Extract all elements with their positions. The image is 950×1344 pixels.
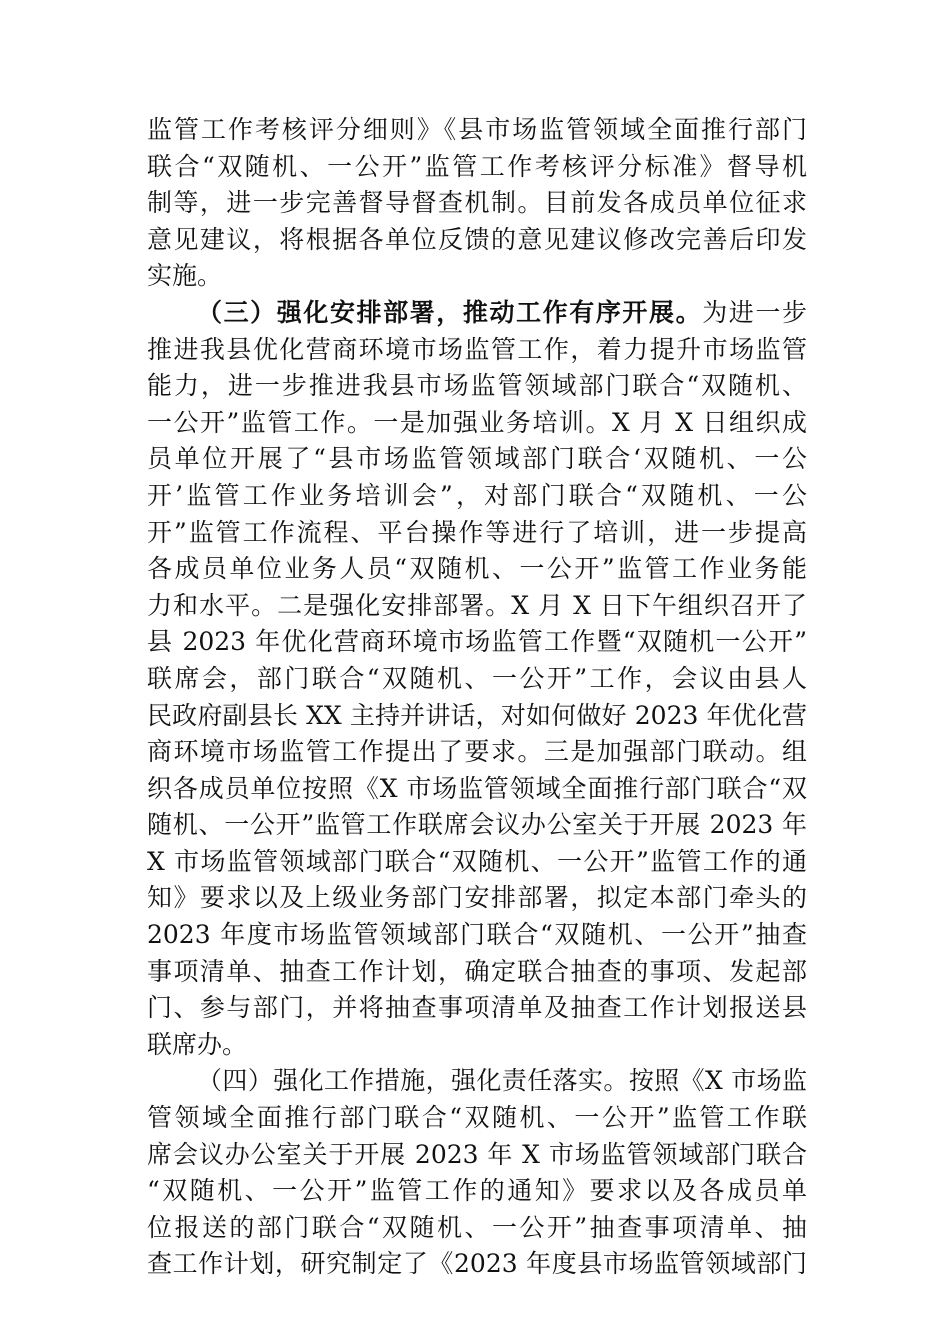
paragraph-1 bbox=[147, 112, 807, 295]
text-line: 力和水平。二是强化安排部署。X 月 X 日下午组织召开了 bbox=[147, 590, 807, 620]
text-line: 监管工作考核评分细则》《县市场监管领域全面推行部门 bbox=[147, 115, 807, 144]
text-line: 推进我县优化营商环境市场监管工作，着力提升市场监管 bbox=[147, 334, 807, 364]
text-line: 查工作计划，研究制定了《2023 年度县市场监管领域部门 bbox=[147, 1249, 807, 1279]
text-line: 一公开”监管工作。一是加强业务培训。X 月 X 日组织成 bbox=[147, 407, 807, 437]
text-line: X 市场监管领域部门联合“双随机、一公开”监管工作的通 bbox=[147, 846, 807, 876]
text-line: 能力，进一步推进我县市场监管领域部门联合“双随机、 bbox=[147, 371, 807, 401]
text-line: 县 2023 年优化营商环境市场监管工作暨“双随机一公开” bbox=[147, 627, 807, 657]
text-line: （四）强化工作措施，强化责任落实。按照《X 市场监 bbox=[197, 1066, 807, 1096]
section-heading: （三）强化安排部署，推动工作有序开展。 bbox=[197, 297, 703, 327]
document-body bbox=[147, 112, 807, 1283]
text-line: 知》要求以及上级业务部门安排部署，拟定本部门牵头的 bbox=[147, 883, 807, 913]
text-line: 实施。 bbox=[147, 261, 223, 291]
text-line: 事项清单、抽查工作计划，确定联合抽查的事项、发起部 bbox=[147, 956, 807, 986]
text-line: 制等，进一步完善督导督查机制。目前发各成员单位征求 bbox=[147, 188, 807, 218]
text-line: 员单位开展了“县市场监管领域部门联合‘双随机、一公 bbox=[147, 444, 807, 474]
text-run: 为进一步 bbox=[702, 297, 807, 327]
text-line: 开’监管工作业务培训会”，对部门联合“双随机、一公 bbox=[147, 480, 807, 510]
paragraph-3 bbox=[147, 1063, 807, 1283]
text-line: 管领域全面推行部门联合“双随机、一公开”监管工作联 bbox=[147, 1103, 807, 1133]
text-line: 随机、一公开”监管工作联席会议办公室关于开展 2023 年 bbox=[147, 810, 807, 840]
text-line: 联席办。 bbox=[147, 1029, 248, 1059]
paragraph-2 bbox=[147, 295, 807, 1063]
text-line: 民政府副县长 XX 主持并讲话，对如何做好 2023 年优化营 bbox=[147, 700, 807, 730]
text-line: 联席会，部门联合“双随机、一公开”工作，会议由县人 bbox=[147, 663, 807, 693]
text-line: 织各成员单位按照《X 市场监管领域全面推行部门联合“双 bbox=[147, 773, 807, 803]
text-line: 联合“双随机、一公开”监管工作考核评分标准》督导机 bbox=[147, 151, 807, 181]
text-line: “双随机、一公开”监管工作的通知》要求以及各成员单 bbox=[147, 1176, 807, 1206]
text-line: 门、参与部门，并将抽查事项清单及抽查工作计划报送县 bbox=[147, 993, 807, 1023]
text-line: 各成员单位业务人员“双随机、一公开”监管工作业务能 bbox=[147, 554, 807, 584]
text-line: 意见建议，将根据各单位反馈的意见建议修改完善后印发 bbox=[147, 224, 807, 254]
text-line: 开”监管工作流程、平台操作等进行了培训，进一步提高 bbox=[147, 517, 807, 547]
text-line: 2023 年度市场监管领域部门联合“双随机、一公开”抽查 bbox=[147, 920, 807, 950]
text-line bbox=[147, 295, 807, 332]
text-line: 位报送的部门联合“双随机、一公开”抽查事项清单、抽 bbox=[147, 1212, 807, 1242]
text-line: 商环境市场监管工作提出了要求。三是加强部门联动。组 bbox=[147, 737, 807, 767]
text-line: 席会议办公室关于开展 2023 年 X 市场监管领域部门联合 bbox=[147, 1139, 807, 1169]
